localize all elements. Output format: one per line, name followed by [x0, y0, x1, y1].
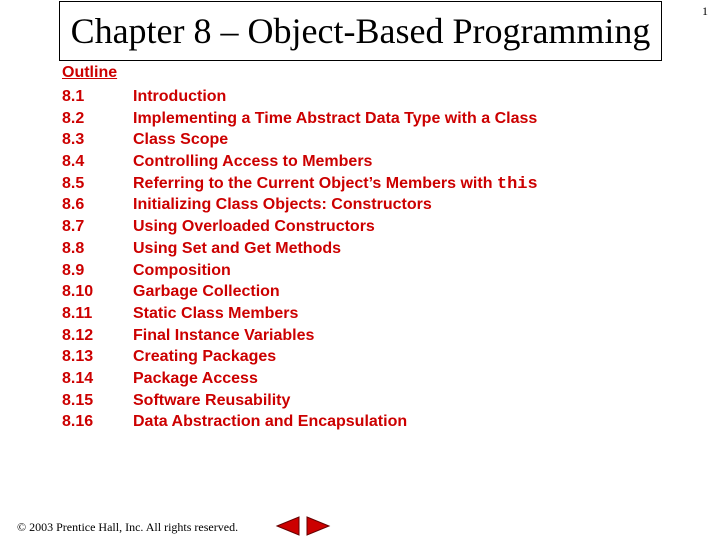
next-slide-button[interactable]	[305, 515, 331, 537]
prev-slide-button[interactable]	[275, 515, 301, 537]
section-number: 8.9	[62, 261, 85, 279]
section-number: 8.2	[62, 109, 85, 127]
section-number: 8.7	[62, 218, 85, 236]
title-box	[59, 1, 662, 61]
section-number: 8.5	[62, 174, 85, 192]
section-label-wrapper	[133, 173, 538, 196]
copyright-footer: © 2003 Prentice Hall, Inc. All rights reserved.	[17, 520, 239, 534]
code-keyword-this: this	[496, 174, 538, 194]
section-number: 8.8	[62, 239, 85, 257]
section-label: Software Reusability	[133, 391, 291, 409]
outline-heading: Outline	[62, 64, 118, 81]
section-label: Package Access	[133, 369, 258, 387]
section-label: Final Instance Variables	[133, 326, 315, 344]
section-label: Referring to the Current Object’s Members with	[133, 174, 497, 192]
section-number: 8.3	[62, 131, 85, 149]
section-label: Class Scope	[133, 131, 229, 149]
section-number: 8.11	[62, 304, 93, 322]
section-label: Using Set and Get Methods	[133, 239, 342, 257]
section-label: Using Overloaded Constructors	[133, 218, 375, 236]
section-number: 8.12	[62, 326, 94, 344]
page-title: Chapter 8 – Object-Based Programming	[70, 11, 651, 51]
section-number: 8.10	[62, 283, 94, 301]
section-number: 8.15	[62, 391, 94, 409]
section-number: 8.13	[62, 348, 94, 366]
section-number: 8.4	[62, 153, 85, 171]
section-number: 8.16	[62, 413, 94, 431]
section-number: 8.1	[62, 88, 85, 105]
section-label: Static Class Members	[133, 304, 299, 322]
section-label: Controlling Access to Members	[133, 153, 373, 171]
page-number: 1	[702, 4, 708, 18]
section-label: Data Abstraction and Encapsulation	[133, 413, 408, 431]
section-label: Garbage Collection	[133, 283, 280, 301]
section-label: Creating Packages	[133, 348, 277, 366]
section-label: Composition	[133, 261, 231, 279]
section-number: 8.14	[62, 369, 94, 387]
section-label: Implementing a Time Abstract Data Type with a Class	[133, 109, 538, 127]
section-number: 8.6	[62, 196, 85, 214]
section-label: Introduction	[133, 88, 227, 105]
section-label: Initializing Class Objects: Constructors	[133, 196, 432, 214]
